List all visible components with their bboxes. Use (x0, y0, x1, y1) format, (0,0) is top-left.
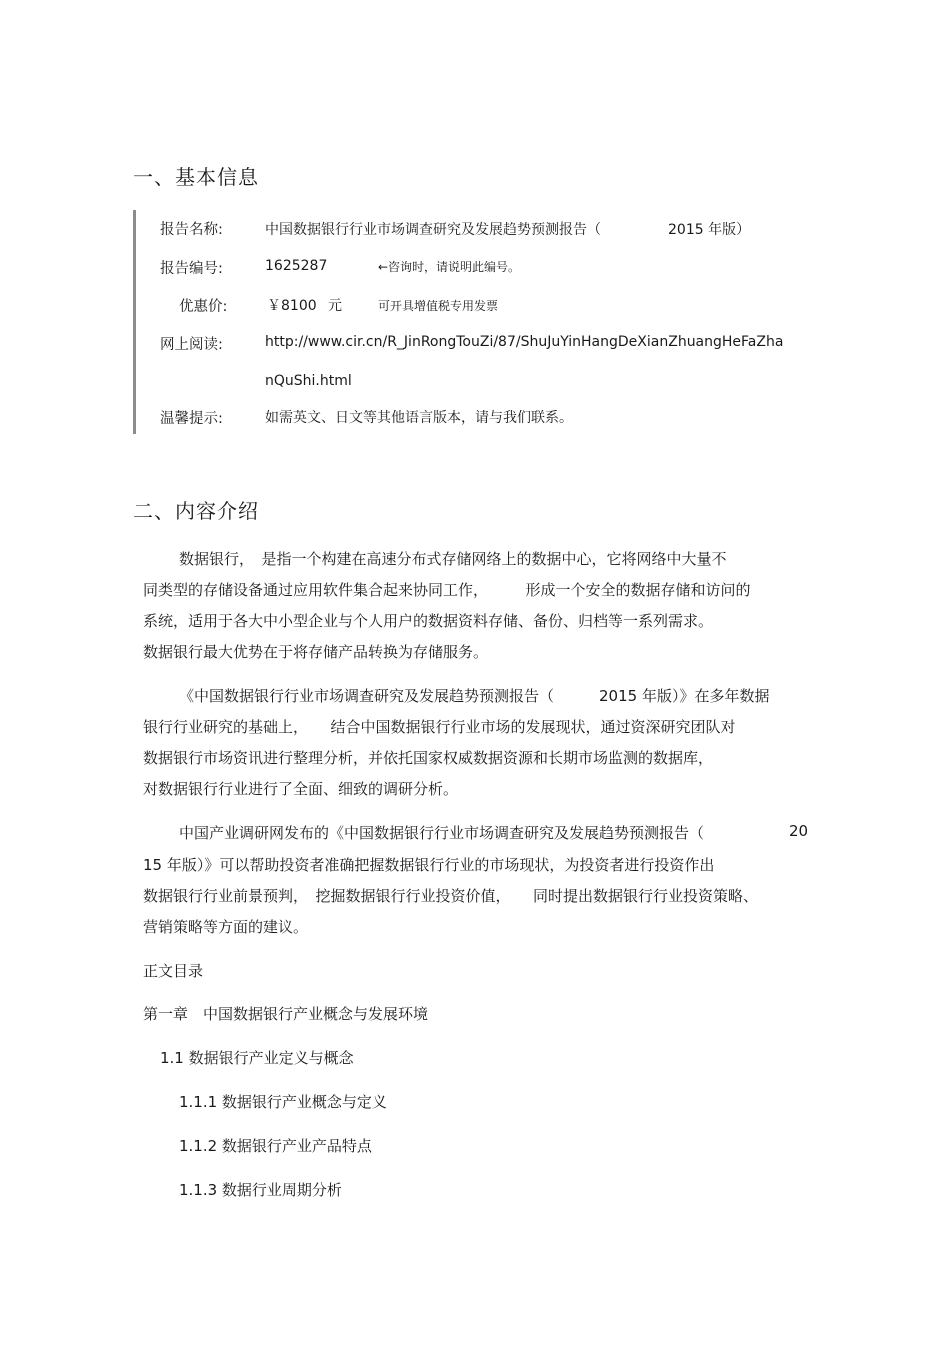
online-read-url-line2[interactable]: nQuShi.html (265, 373, 352, 389)
price-label: 优惠价: (179, 299, 228, 315)
toc-section-1-1-2: 1.1.2 数据银行产业产品特点 (179, 1137, 372, 1155)
intro-p2-line4: 对数据银行行业进行了全面、细致的调研分析。 (143, 780, 459, 798)
intro-p3-line1: 中国产业调研网发布的《中国数据银行行业市场调查研究及发展趋势预测报告（ (179, 824, 705, 842)
online-read-label: 网上阅读: (160, 337, 223, 353)
toc-title: 正文目录 (143, 962, 204, 980)
intro-p2-line2: 银行行业研究的基础上， 结合中国数据银行行业市场的发展现状，通过资深研究团队对 (143, 718, 736, 736)
intro-p3-line3: 数据银行行业前景预判， 挖掘数据银行行业投资价值， 同时提出数据银行行业投资策略、 (143, 887, 759, 905)
toc-section-1-1-3: 1.1.3 数据行业周期分析 (179, 1181, 342, 1199)
report-name-value: 中国数据银行行业市场调查研究及发展趋势预测报告（ (265, 222, 601, 238)
report-name-edition: 2015 年版） (668, 222, 751, 238)
intro-p1-line1: 数据银行， 是指一个构建在高速分布式存储网络上的数据中心，它将网络中大量不 (179, 550, 727, 568)
report-code-label: 报告编号: (160, 261, 223, 277)
intro-p2-line1: 《中国数据银行行业市场调查研究及发展趋势预测报告（ 2015 年版）》在多年数据 (179, 687, 770, 705)
report-code-note: ←咨询时，请说明此编号。 (378, 260, 521, 274)
intro-p3-line4: 营销策略等方面的建议。 (143, 918, 309, 936)
toc-chapter-1: 第一章 中国数据银行产业概念与发展环境 (143, 1005, 429, 1023)
report-code-value: 1625287 (265, 258, 328, 274)
price-unit: 元 (328, 298, 342, 314)
section-title-content-intro: 二、内容介绍 (133, 499, 259, 523)
intro-p3-line2: 15 年版）》可以帮助投资者准确把握数据银行行业的市场现状，为投资者进行投资作出 (143, 856, 715, 874)
toc-section-1-1: 1.1 数据银行产业定义与概念 (160, 1049, 354, 1067)
toc-section-1-1-1: 1.1.1 数据银行产业概念与定义 (179, 1093, 387, 1111)
report-name-label: 报告名称: (160, 222, 223, 238)
intro-p1-line4: 数据银行最大优势在于将存储产品转换为存储服务。 (143, 643, 489, 661)
intro-p1-line2: 同类型的存储设备通过应用软件集合起来协同工作， 形成一个安全的数据存储和访问的 (143, 581, 751, 599)
intro-p2-line3: 数据银行市场资讯进行整理分析，并依托国家权威数据资源和长期市场监测的数据库， (143, 749, 714, 767)
price-note: 可开具增值税专用发票 (378, 299, 499, 313)
online-read-url-line1[interactable]: http://www.cir.cn/R_JinRongTouZi/87/ShuJuYinHangDeXianZhuangHeFaZha (265, 334, 784, 350)
intro-p3-line1-year: 20 (789, 822, 809, 840)
intro-p1-line3: 系统，适用于各大中小型企业与个人用户的数据资料存储、备份、归档等一系列需求。 (143, 612, 714, 630)
info-left-border (133, 210, 136, 434)
section-title-basic-info: 一、基本信息 (133, 165, 259, 189)
price-value: ￥8100 (267, 298, 317, 314)
tip-label: 温馨提示: (160, 411, 223, 427)
tip-value: 如需英文、日文等其他语言版本，请与我们联系。 (265, 410, 573, 426)
